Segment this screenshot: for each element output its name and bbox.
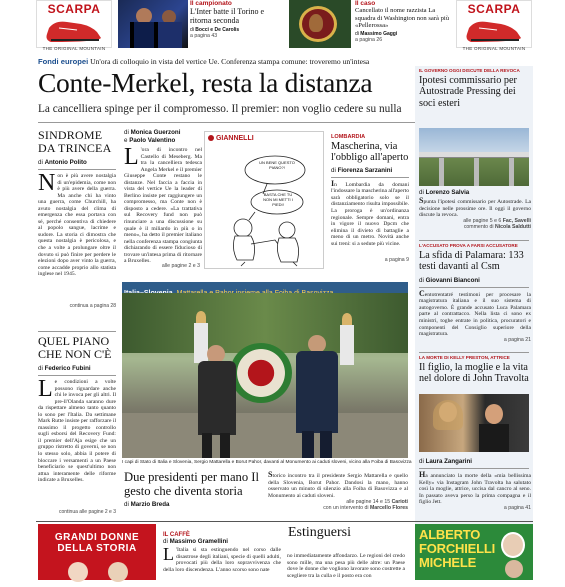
byline-pre: di bbox=[38, 365, 43, 372]
divider bbox=[419, 240, 529, 241]
caffe-text: 'Italia si sta estinguendo nel corso dalle disastrose degli italiani, specie di quelli adulti, provocati più della loro sopravvivenza che della loro discendenza. L'anno scorso sono nate bbox=[163, 547, 281, 573]
teaser-redskins-photo bbox=[289, 0, 351, 48]
byline-pre: di bbox=[163, 538, 168, 545]
ad-line: FORCHIELLI bbox=[419, 541, 495, 556]
teaser-inter-photo bbox=[118, 0, 188, 48]
caffe-author: Massimo Gramellini bbox=[169, 538, 229, 545]
story-extra: Carioti bbox=[391, 499, 408, 505]
divider bbox=[38, 122, 415, 123]
byline-pre: di bbox=[419, 276, 424, 284]
divider bbox=[419, 352, 529, 353]
caffe-text: no immediatamente affondarzo. Le regioni del credo sono mille, ma una pesa più delle altre: un Paese dove le donne che vogliono lavorare sono costrette a scegliere tra la culla e il posto era con bbox=[287, 553, 405, 579]
comment-label: commento di bbox=[463, 224, 494, 230]
center-pages: alle pagine 2 e 3 bbox=[161, 263, 200, 269]
byline-join: e bbox=[124, 136, 128, 144]
dropcap: L bbox=[124, 144, 139, 170]
lead-headline[interactable]: Conte-Merkel, resta la distanza bbox=[38, 67, 373, 98]
article-author: Giovanni Bianconi bbox=[425, 276, 480, 284]
article-text-block bbox=[124, 144, 202, 265]
continue-label: continua alle pagine 2 e 3 bbox=[59, 509, 116, 515]
editorial-quel-piano[interactable] bbox=[38, 335, 116, 515]
dropcap: S bbox=[268, 470, 273, 479]
article-author: Fiorenza Sarzanini bbox=[337, 166, 393, 174]
editorial-author: Antonio Polito bbox=[44, 159, 87, 166]
editorial-title: QUEL PIANO CHE NON C'È bbox=[38, 334, 112, 361]
article-page: a pagina 41 bbox=[503, 505, 531, 511]
extra-label: con un intervento di bbox=[323, 505, 369, 511]
editorial-author: Federico Fubini bbox=[44, 365, 91, 372]
ad-scarpa-left[interactable] bbox=[36, 0, 112, 51]
teaser-inter[interactable]: Il campionato L'Inter batte il Torino e ritorna seconda di Bocci e De Carolis a pagina 43 bbox=[190, 0, 286, 48]
autostrade-body bbox=[419, 189, 531, 230]
article-kicker: IL GOVERNO OGGI DISCUTE DELLA REVOCA bbox=[419, 68, 520, 73]
dropcap: C bbox=[419, 288, 425, 298]
speech-bubble: UN BENE QUESTO PIANO?! bbox=[259, 160, 295, 170]
ad-scarpa-right[interactable] bbox=[456, 0, 532, 51]
teaser-title: Cancellato il nome razzista La squadra di Washington non sarà più «Pellerossa» bbox=[355, 7, 450, 30]
divider bbox=[38, 331, 116, 332]
photo-caption: I capi di Stato di Italia e Slovenia, Sergio Mattarella e Borut Pahor, davanti al Monumento ai caduti sloveni, vicino alla Foiba di Basovizza bbox=[122, 460, 412, 465]
article-text: 'ora di incontro nel Castello di Meseberg. Ma tra la cancelliera tedesca Angela Merkel e il premier Giuseppe Conte restano le distanze. Nel faccia a faccia in vista del vertice Ue la leader di Berlino insiste per raggiungere un compromesso, ma Conte non è disposto a cedere. «La trattativa sul Recovery fund non può rinunciare a una discussione su quale è il miliardo in più o in meno», ha detto il premier italiano nella conferenza stampa congiunta dichiarando di essere fiducioso di trovare un'intesa prima di ritornare a Bruxelles. bbox=[124, 147, 202, 265]
article-kicker: LOMBARDIA bbox=[331, 134, 366, 140]
editorial-text: on è più avere nostalgia di un'epidemia, come non è più avere della guerra. Ma anche chi ha vinto una guerra, come Churchill, ha avuto nostalgia del clima di emergenza che essa portava con sé, perché consentiva di chiedere al popolo sangue, lacrime e sudore. La storia ci dimostra che questa nostalgia è pericolosa, e che a volte a prolungare oltre il dovuto si può finire per perdere le elezioni dopo aver vinto la guerra, come accadde proprio allo statista inglese nel 1945. bbox=[38, 173, 116, 278]
article-extra: Fac, Savelli bbox=[502, 218, 531, 224]
teaser-washington[interactable]: Il caso Cancellato il nome razzista La squadra di Washington non sarà più «Pellerossa» di Massimo Gaggi a pagina 26 bbox=[355, 0, 453, 48]
dropcap: N bbox=[38, 170, 56, 196]
article-page: alle pagine 5 e 6 bbox=[463, 218, 502, 224]
dropcap: L bbox=[38, 376, 53, 402]
article-page: a pagina 9 bbox=[384, 256, 409, 263]
story-pages: alle pagine 14 e 15 bbox=[346, 499, 391, 505]
teaser-kicker: Il campionato bbox=[190, 0, 232, 7]
dropcap: H bbox=[419, 470, 426, 479]
article-author: Monica Guerzoni bbox=[130, 129, 181, 136]
scarpa-tagline: THE ORIGINAL MOUNTAIN bbox=[462, 46, 526, 51]
continue-label: continua a pagina 28 bbox=[69, 303, 116, 309]
ad-title: GRANDI DONNE DELLA STORIA bbox=[54, 532, 140, 554]
teaser-kicker: Il caso bbox=[355, 0, 376, 7]
teaser-page: a pagina 26 bbox=[355, 36, 383, 43]
caffe-kicker: IL CAFFÈ bbox=[163, 532, 190, 538]
article-text: entotrentatré testimoni per procesare la magistratura italiana e il suo sistema di autogoverno. È grande accusato Luca Palamara parte al contrattacco. Nella lista ci sono ex ministri, toghe entrate in politica, procuratori e componenti del Consiglio superiore della magistratura. bbox=[419, 291, 531, 338]
editorial-text-block bbox=[38, 170, 116, 303]
divider bbox=[36, 521, 533, 522]
article-title: La sfida di Palamara: 133 testi davanti al Csm bbox=[419, 250, 524, 273]
giannelli-cartoon[interactable] bbox=[204, 131, 324, 269]
cartoon-label: GIANNELLI bbox=[215, 135, 254, 142]
article-author: Lorenzo Salvia bbox=[425, 189, 470, 196]
article-text: punta l'ipotesi commissario per Autostrade. La decisione nelle prossime ore. Il oggi il governo discute la revoca. bbox=[419, 199, 531, 219]
photo-header bbox=[122, 282, 408, 293]
editorial-text-block bbox=[38, 376, 116, 509]
record-dot-icon bbox=[208, 135, 214, 141]
lead-kicker-line bbox=[38, 57, 418, 66]
article-text: n Lombardia da domani l'indossare la mascherina all'aperto sarà obbligatorio solo se il distanziamento risulta impossibile. La proroga è un'ordinanza regionale. Sempre domani, entra in vigore il nuovo Dpcm che elimina il divieto di battaglie a meno di un metro. Novità anche sui treni: si a sedute più vicine. bbox=[331, 181, 409, 247]
lead-kicker: Fondi europei bbox=[38, 57, 89, 66]
editorial-text: e condizioni a volte possono riguardare anche chi le invoca per gli altri. Il pre-ll'Olanda saranno dure da rispettare almeno tanto quanto lo sono per l'Italia. Da settimane Mark Rutte insiste per rafforzare il massimo il progetto controllo sugli esborsi del Recovery Fund: il premier dell'Aja esige che un gruppo ristretto di governi, se non lo stesso solo, abbia il potere di bloccare i versamenti a un Paese beneficiario se quest'ultimo non attua interamente delle riforme indicate a Bruxelles. bbox=[38, 379, 116, 484]
article-author: Laura Zangarini bbox=[425, 458, 472, 465]
travolta-photo bbox=[419, 394, 529, 452]
article-page: a pagina 21 bbox=[503, 336, 531, 343]
center-article[interactable] bbox=[124, 129, 202, 263]
article-title: Mascherina, via l'obbligo all'aperto bbox=[331, 141, 409, 164]
byline-pre: di bbox=[419, 189, 424, 196]
scarpa-brand: SCARPA bbox=[467, 2, 521, 16]
dropcap: L bbox=[163, 544, 174, 564]
bottom-story-body bbox=[268, 472, 408, 511]
article-kicker: LA MORTE DI KELLY PRESTON, ATTRICE bbox=[419, 355, 510, 360]
travolta-article[interactable] bbox=[419, 355, 531, 385]
extra-author: Marcello Flores bbox=[369, 505, 408, 511]
byline-pre: di bbox=[124, 501, 129, 508]
byline-pre: di bbox=[38, 159, 43, 166]
byline-pre: di bbox=[419, 458, 424, 465]
byline-pre: di bbox=[124, 129, 129, 136]
scarpa-tagline: THE ORIGINAL MOUNTAIN bbox=[42, 46, 106, 51]
autostrade-article[interactable] bbox=[419, 68, 531, 109]
palamara-article[interactable] bbox=[419, 243, 531, 343]
bridge-photo bbox=[419, 128, 529, 186]
editorial-title: SINDROME DA TRINCEA bbox=[38, 128, 112, 155]
dropcap: S bbox=[419, 196, 424, 205]
article-text-block bbox=[331, 178, 409, 257]
article-title: Ipotesi commissario per Autostrade Pressing dei soci esteri bbox=[419, 75, 517, 109]
ad-forchielli[interactable] bbox=[415, 524, 533, 580]
dropcap: I bbox=[331, 178, 335, 188]
article-title: Il figlio, la moglie e la vita nel dolore di John Travolta bbox=[419, 362, 529, 385]
ad-line: MICHELE bbox=[419, 555, 477, 570]
travolta-body bbox=[419, 458, 531, 511]
article-text: a annunciato la morte della «mia bellissima Kelly» via Instagram John Travolta ha salutato così la moglie, attrice, uccisa dal cancro al seno. In passato aveva perso la prima compagna e il figlio Jett. bbox=[419, 473, 531, 506]
boot-icon bbox=[457, 16, 533, 46]
story-text: torico incontro tra il presidente Sergio Mattarella e quello della Slovenia, Borut Pahor. Dandosi la mano, hanno osservato un minuto di silenzio alla Foiba di Basovizza e al Monumento ai caduti sloveni. bbox=[268, 473, 408, 499]
scarpa-brand: SCARPA bbox=[47, 2, 101, 16]
editorial-sindrome[interactable] bbox=[38, 129, 116, 309]
bottom-story[interactable] bbox=[124, 470, 266, 508]
byline-pre: di bbox=[331, 166, 336, 174]
comment-author: Nicola Saldutti bbox=[494, 224, 531, 230]
ad-grandi-donne[interactable] bbox=[38, 524, 156, 580]
teaser-title: L'Inter batte il Torino e ritorna seconda bbox=[190, 7, 265, 25]
caffe-column[interactable] bbox=[163, 525, 411, 587]
caffe-title: Estinguersi bbox=[288, 525, 351, 540]
story-author: Marzio Breda bbox=[130, 501, 170, 508]
story-title: Due presidenti per mano Il gesto che diventa storia bbox=[124, 470, 259, 498]
main-photo[interactable] bbox=[122, 293, 408, 458]
teaser-page: a pagina 43 bbox=[190, 33, 218, 39]
article-author: Paolo Valentino bbox=[129, 136, 176, 144]
lead-kicker-text: Un'ora di colloquio in vista del vertice Ue. Conferenza stampa comune: troveremo un'intesa bbox=[90, 57, 370, 66]
ad-line: ALBERTO bbox=[419, 527, 481, 542]
lead-subhead: La cancelliera spinge per il compromesso. Il premier: non voglio cedere su nulla bbox=[38, 103, 402, 115]
lombardia-article[interactable] bbox=[331, 134, 409, 263]
boot-icon bbox=[37, 16, 113, 46]
article-kicker: L'ACCUSATO PROVA A FARSI ACCUSATORE bbox=[419, 243, 518, 248]
teaser-author: Bocci e De Carolis bbox=[195, 27, 240, 33]
teaser-author: Massimo Gaggi bbox=[360, 30, 398, 37]
speech-bubble: BASTA CHE TU NON MI METTI I PIEDI! bbox=[263, 192, 293, 207]
